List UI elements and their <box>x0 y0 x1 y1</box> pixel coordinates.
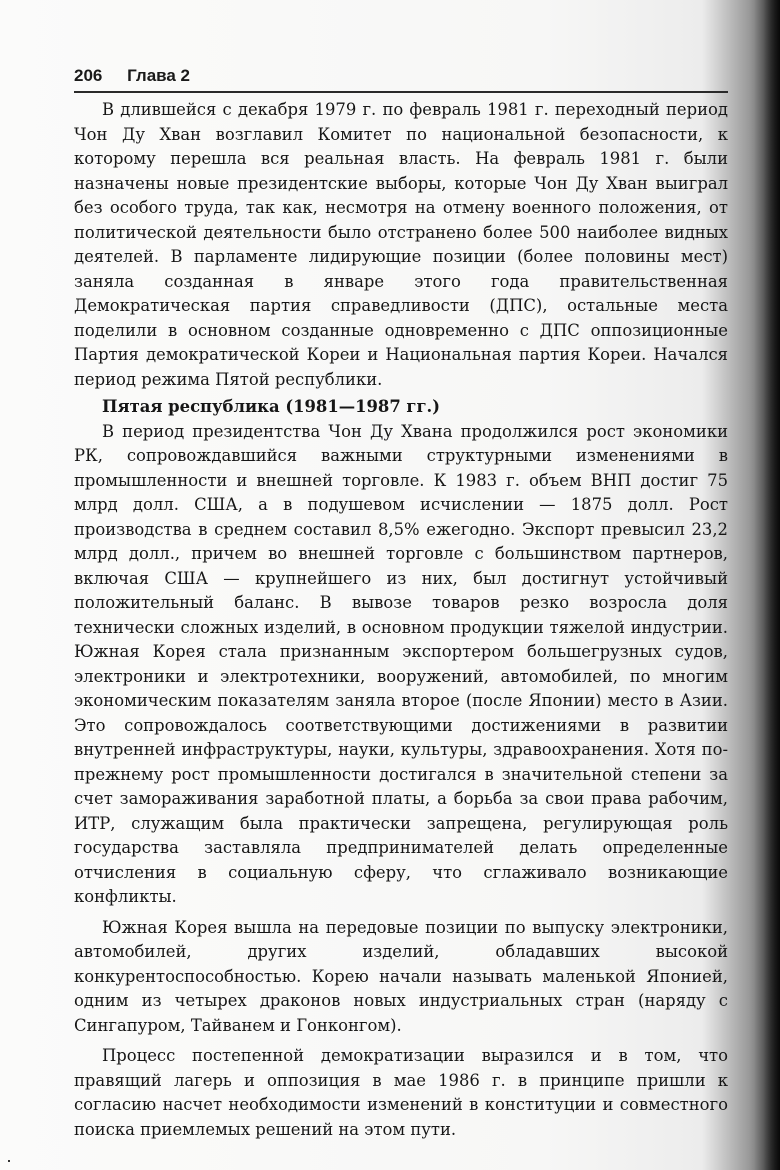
page-number: 206 <box>74 66 103 85</box>
chapter-title: Глава 2 <box>127 66 191 85</box>
scan-speck <box>8 1160 10 1162</box>
paragraph-transition-period: В длившейся с декабря 1979 г. по февраль 1981 г. переходный период Чон Ду Хван возглавил Комитет по национальной безопасности, к которому перешла вся реальная власть. На февраль 1981 г. были назначены новые президентские выборы, которые Чон Ду Хван выиграл без особого труда, так как, несмотря на отмену военного положения, от политической деятельности было отстранено более 500 наиболее видных деятелей. В парламенте лидирующие позиции (более половины мест) заняла созданная в январе этого года правительственная Демократическая партия справедливости (ДПС), остальные места поделили в основном созданные одновременно с ДПС оппозиционные Партия демократической Кореи и Национальная партия Кореи. Начался период режима Пятой республики. <box>74 100 728 389</box>
section-heading: Пятая республика (1981—1987 гг.) <box>102 397 440 416</box>
paragraph-democratization: Процесс постепенной демократизации выразился и в том, что правящий лагерь и оппозиция в мае 1986 г. в принципе пришли к согласию насчет необходимости изменений в конституции и совместного поиска приемлемых решений на этом пути. <box>74 1046 728 1139</box>
spine-shadow <box>754 0 780 1170</box>
body-text <box>74 98 728 1142</box>
paragraph-economy: В период президентства Чон Ду Хвана продолжился рост экономики РК, сопровождавшийся важными структурными изменениями в промышленности и внешней торговле. К 1983 г. объем ВНП достиг 75 млрд долл. США, а в подушевом исчислении — 1875 долл. Рост производства в среднем составил 8,5% ежегодно. Экспорт превысил 23,2 млрд долл., причем во внешней торговле с большинством партнеров, включая США — крупнейшего из них, был достигнут устойчивый положительный баланс. В вывозе товаров резко возросла доля технически сложных изделий, в основном продукции тяжелой индустрии. Южная Корея стала признанным экспортером большегрузных судов, электроники и электротехники, вооружений, автомобилей, по многим экономическим показателям заняла второе (после Японии) место в Азии. Это сопровождалось соответствующими достижениями в развитии внутренней инфраструктуры, науки, культуры, здравоохранения. Хотя по-прежнему рост промышленности достигался в значительной степени за счет замораживания заработной платы, а борьба за свои права рабочим, ИТР, служащим была практически запрещена, регулирующая роль государства заставляла предпринимателей делать определенные отчисления в социальную сферу, что сглаживало возникающие конфликты. <box>74 421 728 906</box>
paragraph-export-position: Южная Корея вышла на передовые позиции по выпуску электроники, автомобилей, других изделий, обладавших высокой конкурентоспособностью. Корею начали называть маленькой Японией, одним из четырех драконов новых индустриальных стран (наряду с Сингапуром, Тайванем и Гонконгом). <box>74 917 728 1035</box>
header-rule <box>74 91 728 93</box>
running-header <box>74 66 190 86</box>
